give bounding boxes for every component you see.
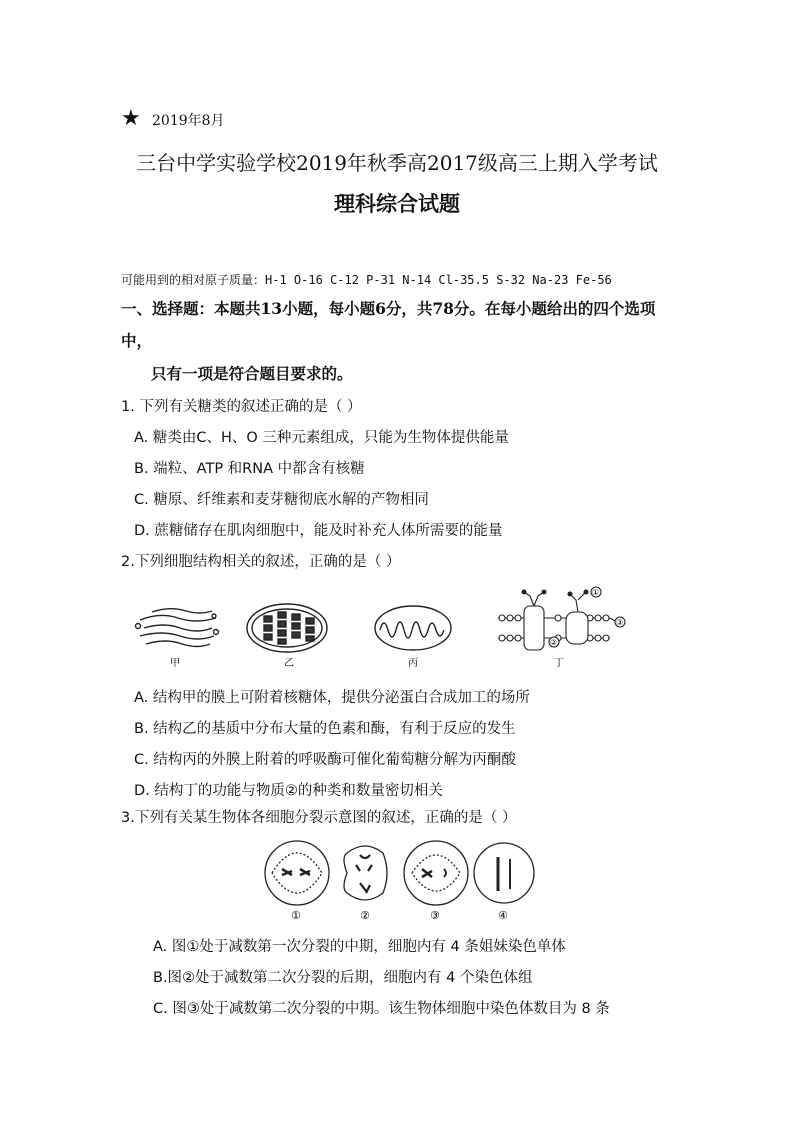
question-3-stem: 3.下列有关某生物体各细胞分裂示意图的叙述，正确的是（ ） [121, 810, 517, 826]
page-title: 三台中学实验学校2019年秋季高2017级高三上期入学考试 [136, 151, 658, 175]
question-1-option-a: A. 糖类由C、H、O 三种元素组成，只能为生物体提供能量 [134, 430, 509, 446]
figure-label-jia: 甲 [170, 658, 180, 669]
figure-label-bing: 丙 [408, 658, 418, 669]
membrane-mark-1: ① [592, 588, 600, 597]
question-2-option-c: C. 结构丙的外膜上附着的呼吸酶可催化葡萄糖分解为丙酮酸 [134, 752, 516, 768]
question-2-option-a: A. 结构甲的膜上可附着核糖体，提供分泌蛋白合成加工的场所 [134, 690, 530, 706]
golgi-drawing [136, 609, 219, 647]
division-label-3: ③ [430, 909, 440, 922]
membrane-mark-2: ② [550, 638, 558, 647]
star-icon: ★ [121, 106, 141, 131]
question-3-option-a: A. 图①处于减数第一次分裂的中期，细胞内有 4 条姐妹染色单体 [153, 939, 566, 955]
division-label-1: ① [291, 909, 301, 922]
question-2-option-d: D. 结构丁的功能与物质②的种类和数量密切相关 [134, 783, 443, 799]
organelle-figure [130, 578, 630, 670]
mitochondrion-drawing [375, 606, 451, 650]
division-label-2: ② [360, 909, 370, 922]
question-1-option-d: D. 蔗糖储存在肌肉细胞中，能及时补充人体所需要的能量 [134, 523, 503, 539]
section-heading-line3: 只有一项是符合题目要求的。 [151, 364, 353, 383]
cell-membrane-drawing [498, 587, 625, 650]
question-3-option-c: C. 图③处于减数第二次分裂的中期。该生物体细胞中染色体数目为 8 条 [153, 1001, 610, 1017]
question-2-option-b: B. 结构乙的基质中分布大量的色素和酶，有利于反应的发生 [134, 721, 516, 737]
question-1-option-b: B. 端粒、ATP 和RNA 中都含有核糖 [134, 461, 365, 477]
exam-date: 2019年8月 [152, 113, 225, 129]
cell-division-figure [260, 835, 550, 925]
question-1-stem: 1. 下列有关糖类的叙述正确的是（ ） [121, 399, 362, 415]
figure-label-yi: 乙 [284, 658, 294, 669]
question-3-option-b: B.图②处于减数第二次分裂的后期，细胞内有 4 个染色体组 [153, 970, 533, 986]
membrane-mark-3: ③ [616, 618, 624, 627]
section-heading-line2: 中， [121, 331, 153, 350]
question-2-stem: 2.下列细胞结构相关的叙述，正确的是（ ） [121, 554, 401, 570]
atomic-masses-line: 可能用到的相对原子质量：H-1 O-16 C-12 P-31 N-14 Cl-35.5 S-32 Na-23 Fe-56 [121, 273, 612, 287]
question-1-option-c: C. 糖原、纤维素和麦芽糖彻底水解的产物相同 [134, 492, 429, 508]
division-label-4: ④ [498, 909, 508, 922]
page-subtitle: 理科综合试题 [334, 191, 460, 216]
section-heading-line1: 一、选择题：本题共13小题，每小题6分，共78分。在每小题给出的四个选项 [121, 299, 656, 318]
figure-label-ding: 丁 [554, 658, 564, 669]
chloroplast-drawing [247, 604, 327, 652]
